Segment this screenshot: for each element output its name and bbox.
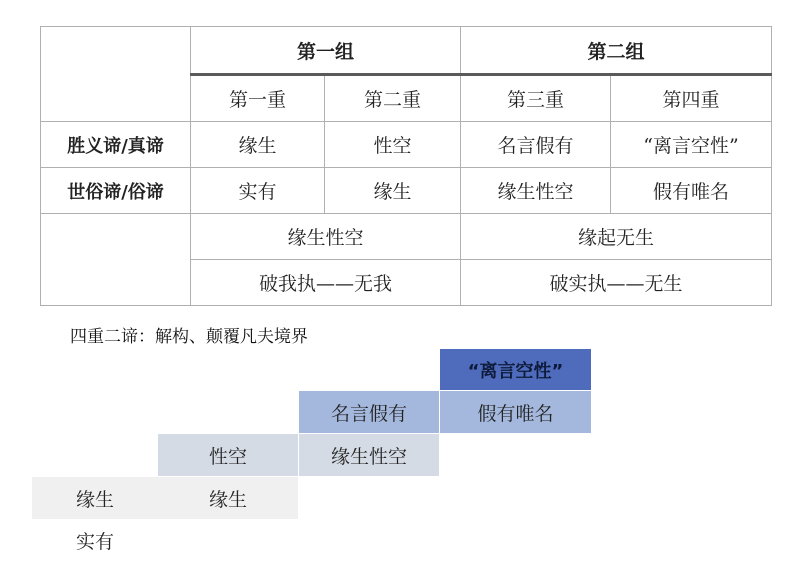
header-row-groups [41, 27, 772, 75]
table-cell: “离言空性” [611, 122, 772, 168]
row-label-ultimate: 胜义谛/真谛 [41, 122, 191, 168]
corner-cell-top [41, 27, 191, 122]
two-truths-table [40, 26, 772, 306]
corner-cell-bottom [41, 214, 191, 306]
row-ultimate-truth [41, 122, 772, 168]
level-header-4: 第四重 [611, 75, 772, 122]
table-cell: 缘生性空 [461, 168, 611, 214]
step-cell-level3: 假有唯名 [440, 391, 591, 433]
table-cell: 假有唯名 [611, 168, 772, 214]
table-cell: 名言假有 [461, 122, 611, 168]
level-header-3: 第三重 [461, 75, 611, 122]
step-cell-level2: 缘生性空 [299, 434, 439, 476]
merged-cell-group1: 破我执——无我 [191, 260, 461, 306]
merged-cell-group1: 缘生性空 [191, 214, 461, 260]
table-cell: 实有 [191, 168, 325, 214]
table-cell: 缘生 [191, 122, 325, 168]
step-cell-level2: 性空 [158, 434, 298, 476]
step-cell-level0: 实有 [75, 530, 114, 553]
merged-cell-group2: 缘起无生 [461, 214, 772, 260]
row-label-conventional: 世俗谛/俗谛 [41, 168, 191, 214]
step-cell-level4: “离言空性” [440, 349, 591, 390]
level-header-1: 第一重 [191, 75, 325, 122]
merged-cell-group2: 破实执——无生 [461, 260, 772, 306]
group-header-1: 第一组 [191, 27, 461, 75]
group-header-2: 第二组 [461, 27, 772, 75]
step-cell-level1: 缘生 [32, 477, 158, 519]
merged-row-1 [41, 214, 772, 260]
table-cell: 性空 [325, 122, 461, 168]
step-cell-level1: 缘生 [158, 477, 298, 519]
level-header-2: 第二重 [325, 75, 461, 122]
section-title: 四重二谛：解构、颠覆凡夫境界 [70, 327, 308, 347]
row-conventional-truth [41, 168, 772, 214]
step-cell-level3: 名言假有 [299, 391, 439, 433]
table-cell: 缘生 [325, 168, 461, 214]
